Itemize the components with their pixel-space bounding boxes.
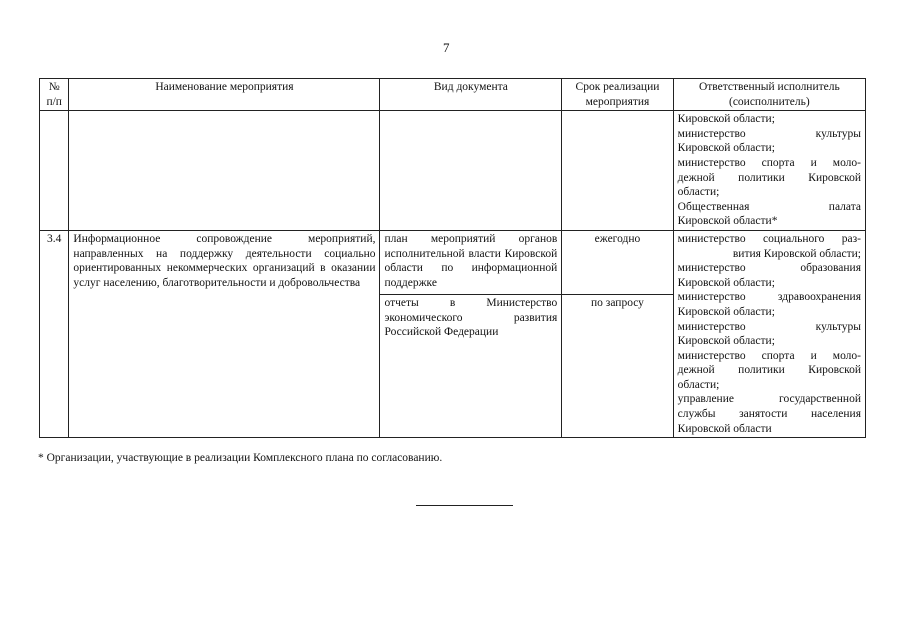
resp-line: Кировской области*	[677, 215, 778, 228]
plan-table	[39, 78, 866, 438]
cell-doc-1: план мероприятий органов исполнительной власти Кировской области по информационной поддержке	[380, 230, 562, 294]
resp-line: министерство спорта и моло-	[677, 156, 861, 169]
header-document-type: Вид документа	[380, 79, 562, 111]
cell-term-1: ежегодно	[562, 230, 673, 294]
resp-line: министерство культуры	[677, 127, 861, 140]
header-no: № п/п	[40, 79, 69, 111]
resp-line: области;	[677, 378, 720, 391]
cell-no-empty	[40, 111, 69, 231]
resp-line: министерство культуры	[677, 320, 861, 333]
footer-divider	[416, 505, 513, 506]
resp-line: области;	[677, 186, 720, 199]
resp-line: Кировской области	[677, 422, 772, 435]
resp-line: министерство здравоохранения	[677, 291, 861, 304]
resp-line: управление государственной	[677, 393, 861, 406]
resp-line: министерство образования	[677, 262, 861, 275]
cell-name: Информационное сопровождение мероприятий, направленных на поддержку деятельности социально ориентированных некоммерческих организаций в оказании услуг населению, благотворительности и добровольчества	[69, 230, 380, 437]
table-row-3-4	[40, 230, 866, 294]
cell-doc-2: отчеты в Министерство экономического развития Российской Федерации	[380, 295, 562, 438]
resp-line: Кировской области;	[677, 142, 775, 155]
table-header-row	[40, 79, 866, 111]
cell-term-empty	[562, 111, 673, 231]
resp-line: Кировской области;	[677, 276, 775, 289]
footnote: * Организации, участвующие в реализации Комплексного плана по согласованию.	[38, 452, 443, 464]
header-name: Наименование мероприятия	[69, 79, 380, 111]
resp-line: Кировской области;	[677, 335, 775, 348]
table-row-continued	[40, 111, 866, 231]
resp-line: Общественная палата	[677, 200, 861, 213]
resp-line: дежной политики Кировской	[677, 171, 861, 184]
header-term: Срок реализации мероприятия	[562, 79, 673, 111]
cell-responsible-continued	[673, 111, 865, 231]
resp-line: Кировской области;	[677, 305, 775, 318]
header-responsible: Ответственный исполнитель (соисполнитель)	[673, 79, 865, 111]
resp-line: службы занятости населения	[677, 408, 861, 421]
page-number: 7	[443, 40, 450, 55]
cell-responsible	[673, 230, 865, 437]
resp-line: Кировской области;	[677, 113, 775, 126]
cell-no: 3.4	[40, 230, 69, 437]
resp-line: министерство спорта и моло-	[677, 349, 861, 362]
resp-line: вития Кировской области;	[732, 247, 861, 260]
resp-line: дежной политики Кировской	[677, 364, 861, 377]
cell-term-2: по запросу	[562, 295, 673, 438]
cell-doc-empty	[380, 111, 562, 231]
resp-line: министерство социального раз-	[677, 232, 861, 245]
cell-name-empty	[69, 111, 380, 231]
